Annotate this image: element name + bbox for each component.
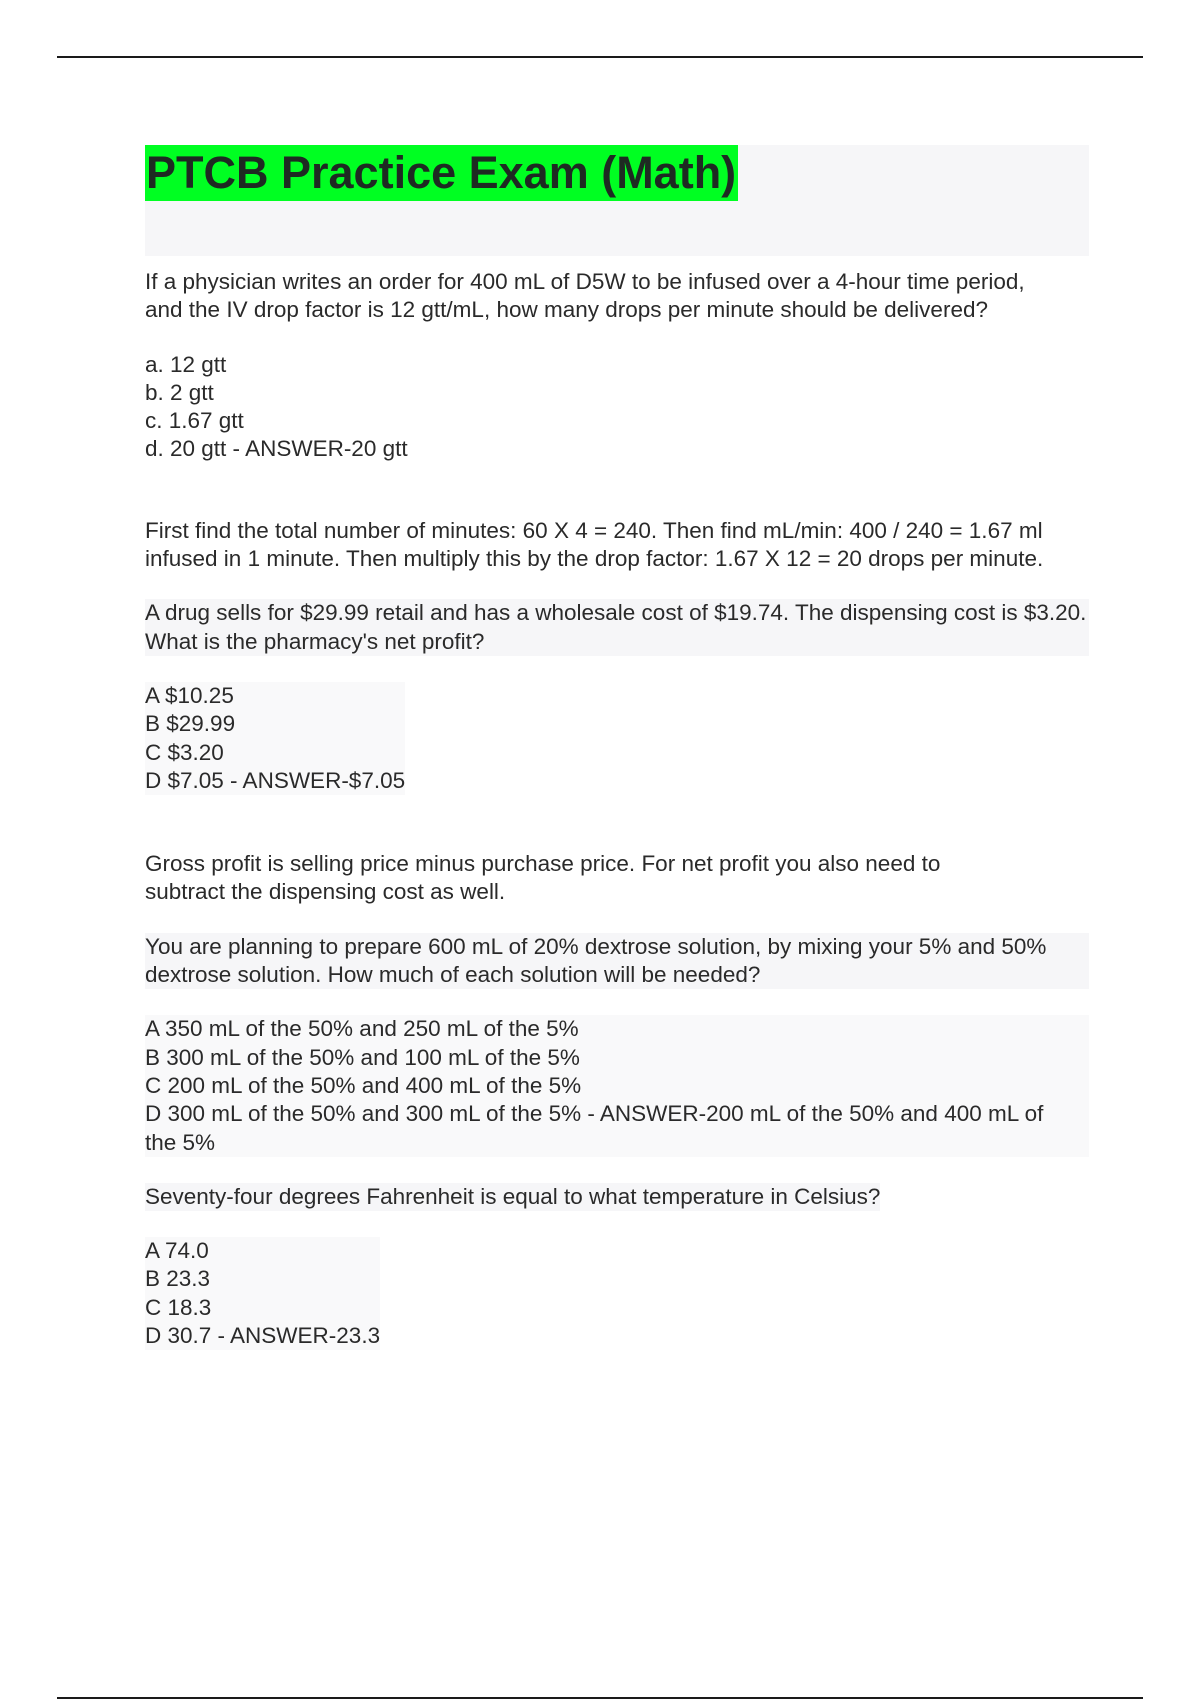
question-3-options: [145, 1015, 1089, 1156]
option: B 23.3: [145, 1266, 211, 1292]
option: C 200 mL of the 50% and 400 mL of the 5%: [145, 1072, 582, 1098]
question-1-options: [145, 351, 1090, 464]
bottom-rule: [57, 1697, 1143, 1699]
option: A $10.25: [145, 682, 234, 708]
title-band: [145, 145, 1089, 256]
option: D 300 mL of the 50% and 300 mL of the 5% - ANSWER-200 mL of the 50% and 400 mL of the 5%: [145, 1101, 1044, 1155]
option: B 300 mL of the 50% and 100 mL of the 5%: [145, 1044, 580, 1070]
option: C $3.20: [145, 739, 224, 765]
question-2-options: [145, 682, 405, 795]
option: c. 1.67 gtt: [145, 408, 244, 434]
question-4: Seventy-four degrees Fahrenheit is equal to what temperature in Celsius?: [145, 1183, 881, 1209]
option: C 18.3: [145, 1294, 212, 1320]
option: D 30.7 - ANSWER-23.3: [145, 1323, 381, 1349]
option: A 350 mL of the 50% and 250 mL of the 5%: [145, 1016, 579, 1042]
page-title: PTCB Practice Exam (Math): [145, 145, 738, 201]
explanation-2: Gross profit is selling price minus purchase price. For net profit you also need to subtract the dispensing cost as well.: [145, 851, 941, 905]
question-2: A drug sells for $29.99 retail and has a wholesale cost of $19.74. The dispensing cost is $3.20. What is the pharmacy's net profit?: [145, 600, 1087, 654]
option: d. 20 gtt - ANSWER-20 gtt: [145, 436, 408, 462]
document-body: [145, 145, 1090, 1350]
question-4-options: [145, 1237, 380, 1350]
option: D $7.05 - ANSWER-$7.05: [145, 767, 406, 793]
option: A 74.0: [145, 1238, 209, 1264]
option: b. 2 gtt: [145, 379, 214, 405]
question-1: If a physician writes an order for 400 mL of D5W to be infused over a 4-hour time period, and the IV drop factor is 12 gtt/mL, how many drops per minute should be delivered?: [145, 269, 1025, 323]
option: a. 12 gtt: [145, 351, 227, 377]
question-3: You are planning to prepare 600 mL of 20% dextrose solution, by mixing your 5% and 50% dextrose solution. How much of each solution will be needed?: [145, 933, 1047, 988]
option: B $29.99: [145, 711, 236, 737]
top-rule: [57, 56, 1143, 58]
explanation-1: First find the total number of minutes: 60 X 4 = 240. Then find mL/min: 400 / 240 = 1.67 ml infused in 1 minute. Then multiply this by the drop factor: 1.67 X 12 = 20 drops per minute.: [145, 517, 1044, 572]
